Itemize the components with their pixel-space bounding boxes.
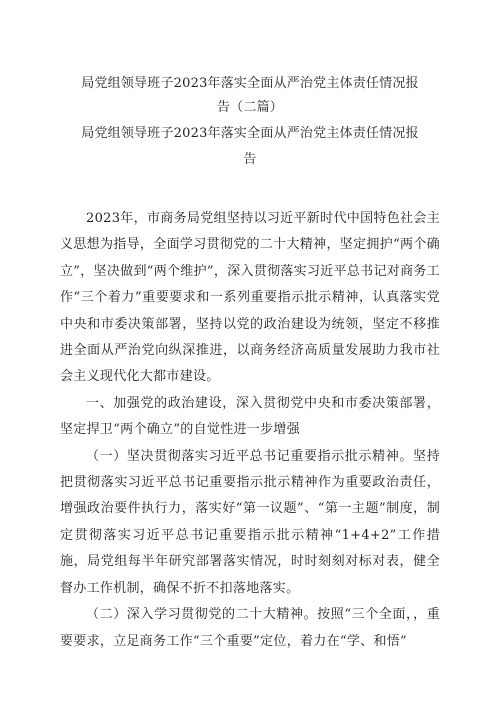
document-title-line-3: 局党组领导班子2023年落实全面从严治党主体责任情况报 (81, 126, 419, 141)
document-title-line-2: 告（二篇） (216, 100, 283, 115)
document-body (60, 206, 440, 655)
paragraph-item-1: （一）坚决贯彻落实习近平总书记重要指示批示精神。坚持把贯彻落实习近平总书记重要指示批示精神作为重要政治责任，增强政治要件执行力，落实好“第一议题”、“第一主题”制度，制定贯彻落实习近平总书记重要指示批示精神“1+4+2”工作措施，局党组每半年研究部署落实情况，时时刻刻对标对表，健全督办工作机制，确保不折不扣落地落实。 (60, 448, 440, 596)
paragraph-item-2: （二）深入学习贯彻党的二十大精神。按照“三个全面，，重要要求，立足商务工作“三个重要”定位，着力在“学、和悟” (60, 607, 440, 649)
paragraph-intro: 2023年，市商务局党组坚持以习近平新时代中国特色社会主义思想为指导，全面学习贯彻党的二十大精神，坚定拥护“两个确立”，坚决做到“两个维护”，深入贯彻落实习近平总书记对商务工作“三个着力”重要要求和一系列重要指示批示精神，认真落实党中央和市委决策部署，坚持以党的政治建设为统领，坚定不移推进全面从严治党向纵深推进，以商务经济高质量发展助力我市社会主义现代化大都市建设。 (60, 211, 440, 385)
document-title-line-1: 局党组领导班子2023年落实全面从严治党主体责任情况报 (81, 76, 419, 91)
document-title-line-4: 告 (243, 152, 257, 167)
section-heading-1: 一、加强党的政治建设，深入贯彻党中央和市委决策部署，坚定捍卫“两个确立”的自觉性进一步增强 (60, 395, 440, 438)
